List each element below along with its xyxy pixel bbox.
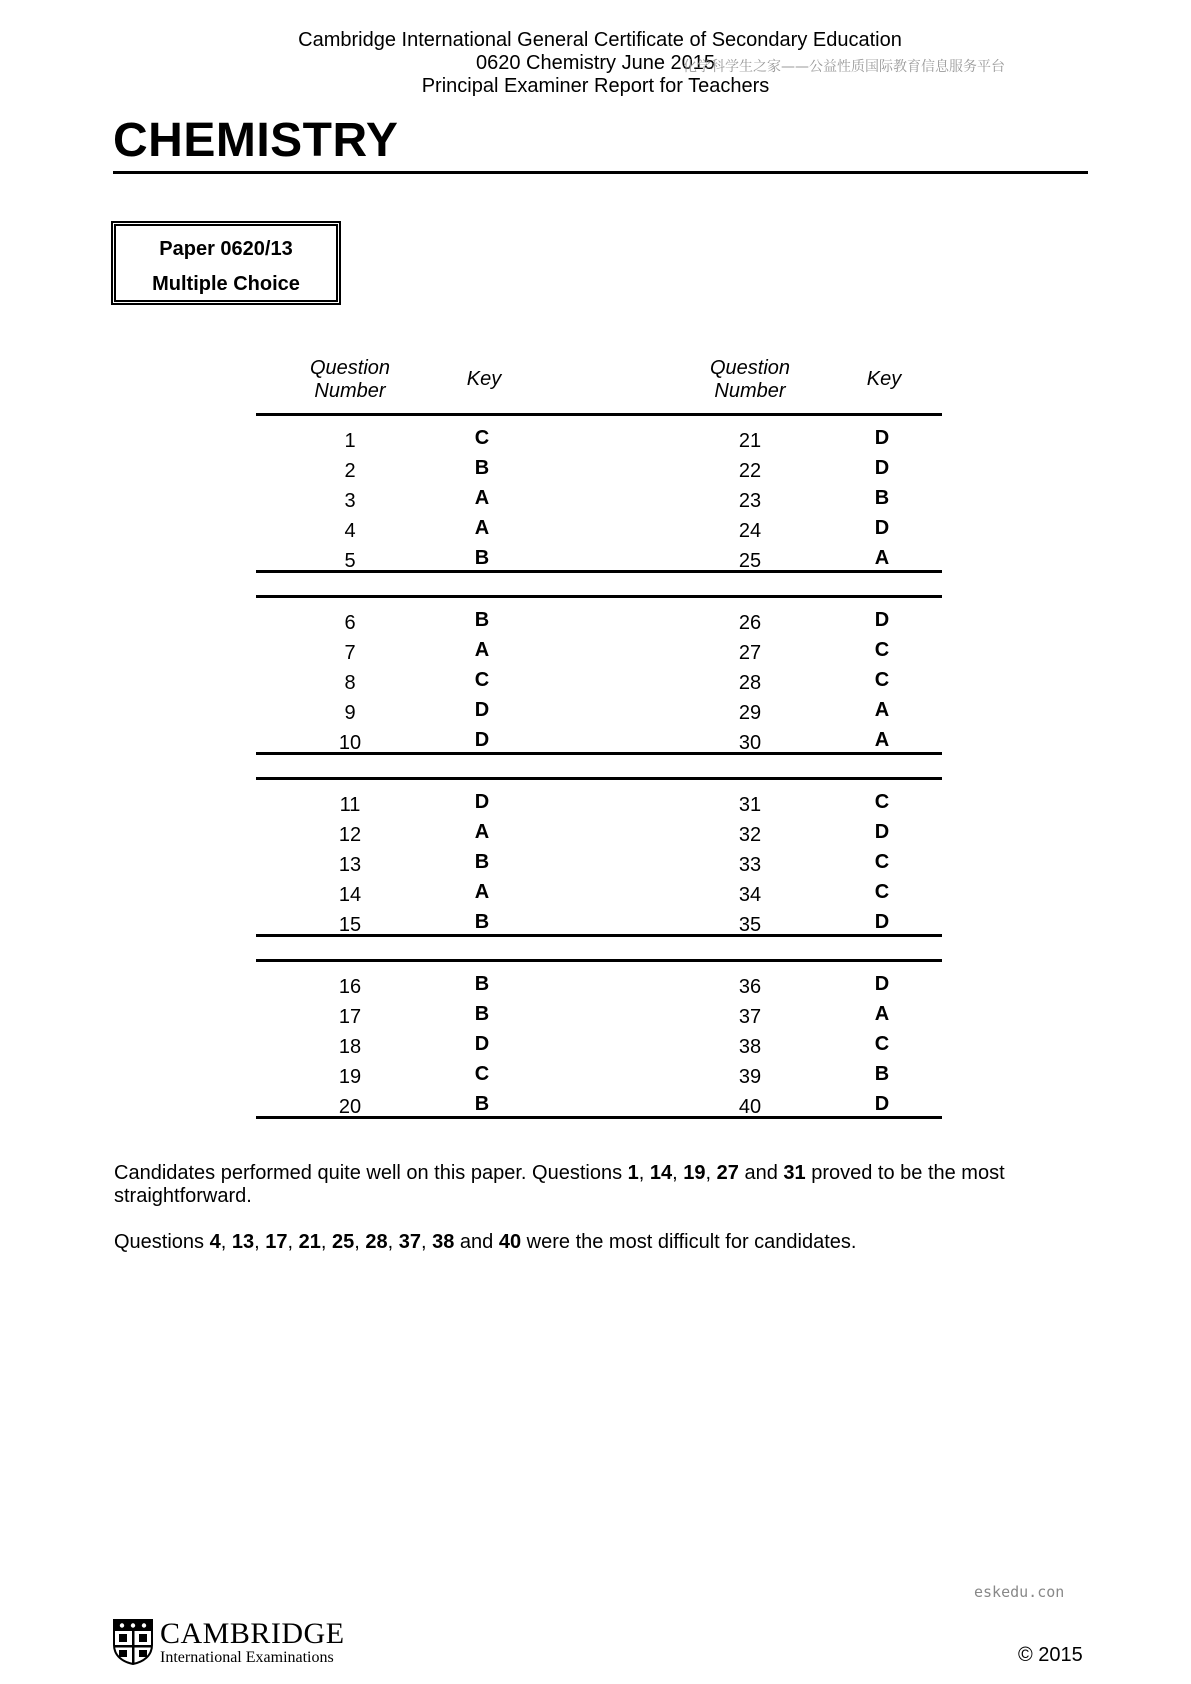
question-number: 5 [344,550,356,572]
answer-key: C [474,427,490,449]
answer-key: D [874,821,890,843]
answer-key: D [474,791,490,813]
question-number: 27 [738,642,762,664]
question-number: 24 [738,520,762,542]
p1-line2: straightforward. [114,1185,252,1207]
answer-key: B [474,547,490,569]
header-key-left: Key [466,368,502,390]
watermark-text: 化学科学生之家——公益性质国际教育信息服务平台 [683,59,1005,75]
answer-key: D [874,457,890,479]
question-number: 16 [338,976,362,998]
question-number: 19 [338,1066,362,1088]
question-number: 29 [738,702,762,724]
question-number: 15 [338,914,362,936]
q-hard: 37 [398,1231,421,1253]
question-number: 32 [738,824,762,846]
answer-key: A [874,547,890,569]
answer-key: A [474,487,490,509]
page-title: CHEMISTRY [113,114,399,167]
header-question-label: Question [309,357,391,379]
group-top-rule [256,959,942,962]
answer-key: B [474,911,490,933]
answer-key: D [874,517,890,539]
question-number: 37 [738,1006,762,1028]
question-number: 2 [344,460,356,482]
q-hard: 40 [498,1231,522,1253]
answer-key: D [874,973,890,995]
site-watermark: eskedu.con [974,1583,1065,1601]
answer-key: B [474,851,490,873]
answer-key: B [874,487,890,509]
cambridge-logo [113,1619,353,1665]
question-number: 13 [338,854,362,876]
p2-suffix: were the most difficult for candidates. [521,1231,857,1253]
header-line-2: 0620 Chemistry June 2015 [475,52,716,74]
question-number: 4 [344,520,356,542]
question-number: 38 [738,1036,762,1058]
answer-key: D [474,729,490,751]
paper-type: Multiple Choice [152,273,300,295]
question-number: 40 [738,1096,762,1118]
q-easy: 31 [783,1162,806,1184]
answer-key: D [474,699,490,721]
q-hard: 21 [298,1231,321,1253]
header-key-right: Key [866,368,902,390]
question-number: 30 [738,732,762,754]
question-number: 10 [338,732,362,754]
answer-key: A [874,1003,890,1025]
answer-key: B [474,1093,490,1115]
question-number: 31 [738,794,762,816]
question-number: 33 [738,854,762,876]
question-number: 25 [738,550,762,572]
answer-key: C [474,669,490,691]
answer-key: A [874,729,890,751]
header-number-label: Number [314,380,386,402]
question-number: 14 [338,884,362,906]
question-number: 8 [344,672,356,694]
header-question-number-right [680,357,820,403]
question-number: 35 [738,914,762,936]
question-number: 3 [344,490,356,512]
question-number: 20 [338,1096,362,1118]
answer-key: D [874,1093,890,1115]
and-word: and [459,1231,494,1253]
question-number: 23 [738,490,762,512]
question-number: 22 [738,460,762,482]
logo-name: CAMBRIDGE [160,1617,345,1650]
q-easy: 27 [716,1162,739,1184]
question-number: 1 [344,430,356,452]
q-hard: 13 [231,1231,255,1253]
answer-key: D [874,427,890,449]
answer-key: A [474,517,490,539]
question-number: 39 [738,1066,762,1088]
q-hard: 25 [331,1231,355,1253]
p2-prefix: Questions [114,1231,210,1253]
answer-key: C [874,881,890,903]
question-number: 26 [738,612,762,634]
header-number-label: Number [714,380,786,402]
answer-key: B [874,1063,890,1085]
q-easy: 19 [683,1162,706,1184]
question-number: 21 [738,430,762,452]
question-number: 34 [738,884,762,906]
answer-key: C [874,669,890,691]
question-number: 12 [338,824,362,846]
answer-key: A [474,639,490,661]
answer-key: D [874,911,890,933]
performance-paragraph: Candidates performed quite well on this paper. Questions 1, 14, 19, 27 and 31 proved to be the most straightforward. [114,1162,1005,1207]
header-question-label: Question [709,357,791,379]
question-number: 18 [338,1036,362,1058]
q-easy: 1 [627,1162,639,1184]
answer-key: D [474,1033,490,1055]
paper-code: Paper 0620/13 [159,238,293,260]
question-number: 11 [339,794,361,816]
question-number: 6 [344,612,356,634]
answer-key: D [874,609,890,631]
difficulty-paragraph: Questions 4, 13, 17, 21, 25, 28, 37, 38 and 40 were the most difficult for candidates. [114,1231,857,1253]
answer-key: C [874,639,890,661]
copyright: © 2015 [1018,1644,1083,1666]
question-number: 7 [344,642,356,664]
question-number: 28 [738,672,762,694]
group-top-rule [256,413,942,416]
answer-key: C [874,791,890,813]
title-rule [113,171,1088,174]
answer-key: A [474,881,490,903]
logo-subtitle: International Examinations [160,1649,334,1666]
group-top-rule [256,595,942,598]
question-number: 36 [738,976,762,998]
paper-box [111,221,341,305]
answer-key: B [474,457,490,479]
and-word: and [744,1162,778,1184]
group-top-rule [256,777,942,780]
question-number: 9 [344,702,356,724]
answer-key: C [874,1033,890,1055]
answer-key: B [474,609,490,631]
answer-key: A [474,821,490,843]
q-hard: 38 [432,1231,455,1253]
answer-key: C [874,851,890,873]
q-hard: 4 [209,1231,221,1253]
answer-key: C [474,1063,490,1085]
answer-key: B [474,1003,490,1025]
header-line-1: Cambridge International General Certificate of Secondary Education [298,29,902,51]
p1-prefix: Candidates performed quite well on this paper. Questions [114,1162,628,1184]
answer-key: B [474,973,490,995]
p1-suffix: proved to be the most [805,1162,1005,1184]
q-hard: 17 [265,1231,288,1253]
header-line-3: Principal Examiner Report for Teachers [421,75,770,97]
q-easy: 14 [649,1162,673,1184]
header-question-number-left [280,357,420,403]
q-hard: 28 [365,1231,388,1253]
cambridge-shield-icon [113,1619,153,1665]
answer-key: A [874,699,890,721]
question-number: 17 [338,1006,362,1028]
